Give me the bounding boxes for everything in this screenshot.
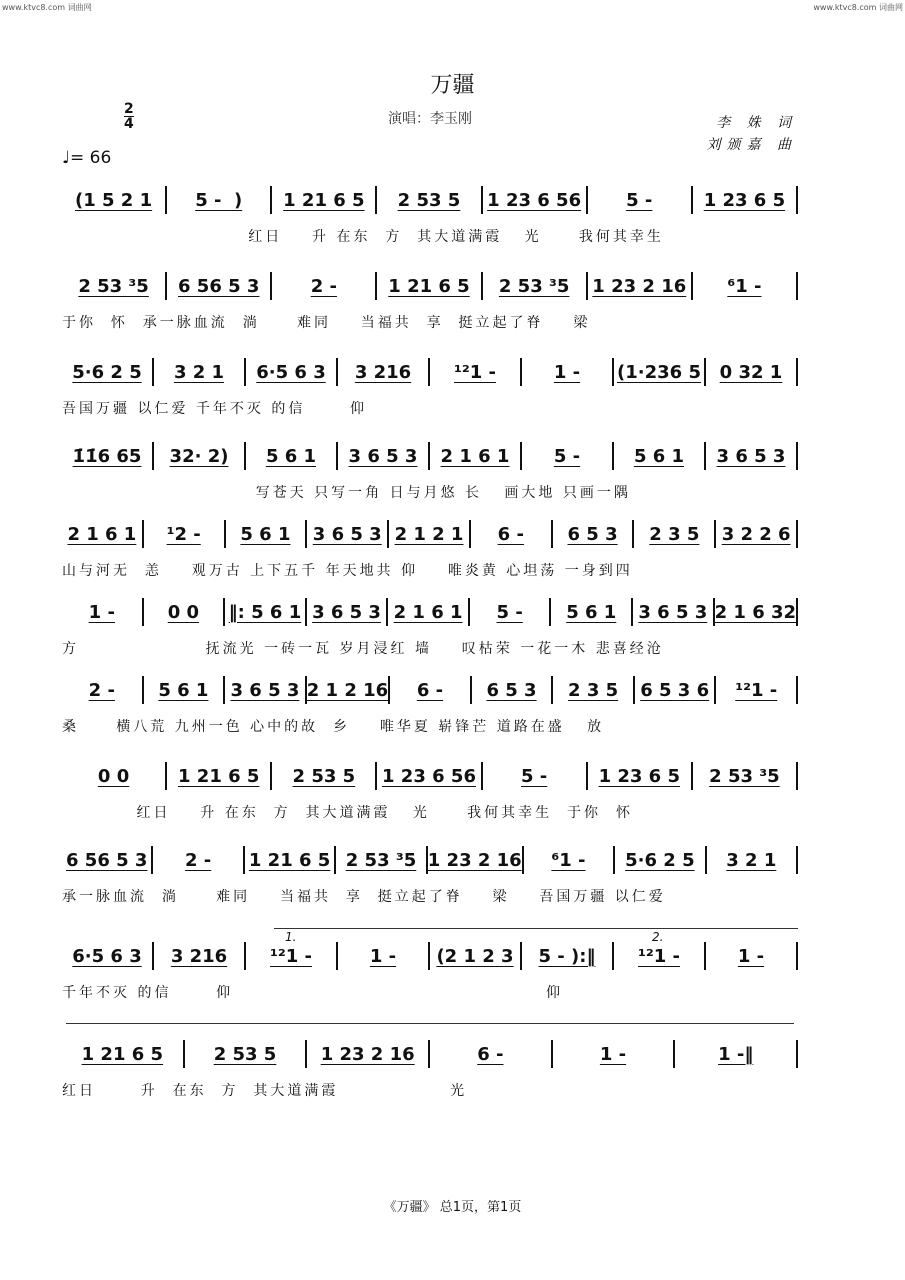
measure: ⁶1 - — [727, 275, 762, 297]
measure: 2 1 2 16 — [306, 679, 389, 701]
measure: 3 216 — [354, 361, 412, 383]
notes-row — [62, 598, 798, 626]
volta-1: 1. — [285, 930, 297, 944]
bar-line — [796, 520, 798, 548]
measure: 2 53 5 — [397, 189, 461, 211]
watermark-right: www.ktvc8.com 词曲网 — [813, 3, 903, 12]
measure: 5 6 1 — [633, 445, 685, 467]
measure: 3 2 1 — [726, 849, 777, 871]
score-line — [62, 598, 798, 658]
measure: 5 6 1 — [158, 679, 209, 701]
measure: (1·236 5 — [617, 361, 701, 383]
lyrics-row: 方 抚流光 一砖一瓦 岁月浸红 墙 叹枯荣 一花一木 悲喜经沧 — [62, 641, 664, 657]
measure: 0 32 1 — [719, 361, 783, 383]
measure: 1 21 6 5 — [388, 275, 470, 297]
score-line — [62, 762, 798, 822]
measure: ⁶1 - — [551, 849, 586, 871]
score-line — [62, 358, 798, 418]
measure: 3 2 2 6 — [721, 523, 791, 545]
watermark-left: www.ktvc8.com 词曲网 — [2, 3, 92, 12]
measure: 1 - — [599, 1043, 627, 1065]
measure: 6·5 6 3 — [72, 945, 142, 967]
measure: 2 - — [310, 275, 337, 297]
volta-bracket — [274, 928, 798, 929]
measure: 5 - — [521, 765, 548, 787]
singer: 演唱：李玉刚 — [388, 111, 472, 127]
time-signature-top: 2 — [124, 101, 134, 117]
bar-line — [796, 762, 798, 790]
measure: 5 6 1 — [265, 445, 317, 467]
measure: 1 23 6 56 — [382, 765, 476, 787]
measure: 2 1 6 1 — [393, 601, 463, 623]
measure: 6 - — [416, 679, 444, 701]
measure: (1 5 2 1 — [75, 189, 153, 211]
lyrics-row: 桑 横八荒 九州一色 心中的故 乡 唯华夏 崭锋芒 道路在盛 放 — [62, 719, 605, 735]
measure: 3 6 5 3 — [638, 601, 708, 623]
measure: (2 1 2 3 — [436, 945, 514, 967]
measure: 2 1 6 1 — [67, 523, 137, 545]
measure: ¹²1 - — [269, 945, 313, 967]
notes-row — [62, 942, 798, 970]
measure: 1̇1̇6 65 — [72, 445, 142, 467]
notes-row — [62, 272, 798, 300]
score-line — [62, 942, 798, 1002]
measure: 5 - — [553, 445, 581, 467]
measure: 6 5 3 6 — [640, 679, 710, 701]
time-signature-bottom: 4 — [124, 116, 134, 132]
notes-row — [62, 762, 798, 790]
bar-line — [796, 598, 798, 626]
notes-row — [62, 676, 798, 704]
measure: 2 - — [185, 849, 212, 871]
notes-row — [62, 358, 798, 386]
measure: 2 53 ³5 — [78, 275, 149, 297]
measure: ¹²1 - — [735, 679, 778, 701]
measure: 1 23 6 5 — [598, 765, 680, 787]
measure: 2 3 5 — [649, 523, 700, 545]
measure: 2 1 6 32 — [714, 601, 797, 623]
measure: 6 5 3 — [486, 679, 537, 701]
measure: 1 23 2 16 — [427, 849, 522, 871]
measure: 2 53 5 — [292, 765, 356, 787]
measure: 1 - — [88, 601, 115, 623]
measure: 6 56 5 3 — [178, 275, 260, 297]
lyrics-row: 写苍天 只写一角 日与月悠 长 画大地 只画一隅 — [62, 485, 631, 501]
measure: 1 21 6 5 — [178, 765, 260, 787]
score-line — [62, 520, 798, 580]
lyricist: 李 姝 词 — [716, 115, 797, 131]
bar-line — [796, 676, 798, 704]
notes-row — [62, 1040, 798, 1068]
measure: 2 53 ³5 — [345, 849, 417, 871]
measure: 3 6 5 3 — [348, 445, 418, 467]
measure: 5 6 1 — [566, 601, 617, 623]
score-line — [62, 272, 798, 332]
measure: 1 23 6 56 — [487, 189, 582, 211]
song-title: 万疆 — [430, 73, 475, 98]
bar-line — [796, 272, 798, 300]
measure: ‖: 5 6 1 — [228, 601, 302, 623]
measure: 1 21 6 5 — [81, 1043, 164, 1065]
measure: 1 - — [737, 945, 765, 967]
measure: 1 - — [369, 945, 397, 967]
measure: 5 - — [496, 601, 523, 623]
lyrics-row: 红日 升 在东 方 其大道满霞 光 我何其幸生 于你 怀 — [62, 805, 633, 821]
notes-row — [62, 520, 798, 548]
measure: 1 -‖ — [718, 1043, 754, 1065]
page-footer: 《万疆》 总1页，第1页 — [383, 1200, 522, 1215]
measure: 5 - — [626, 189, 653, 211]
measure: 2 3 5 — [568, 679, 619, 701]
score-line — [62, 846, 798, 906]
measure: 3 6 5 3 — [230, 679, 300, 701]
lyrics-row: 红日 升 在东 方 其大道满霞 光 我何其幸生 — [62, 229, 664, 245]
measure: 5 - ):‖ — [538, 945, 596, 967]
measure: 0 0 — [97, 765, 130, 787]
measure: 2 1 2 1 — [394, 523, 464, 545]
measure: 2 - — [88, 679, 115, 701]
measure: 3 216 — [170, 945, 228, 967]
notes-row — [62, 186, 798, 214]
lyrics-row: 承一脉血流 淌 难同 当福共 享 挺立起了脊 梁 吾国万疆 以仁爱 — [62, 889, 666, 905]
time-signature — [124, 102, 134, 131]
volta-2: 2. — [652, 930, 664, 944]
measure: 1 23 2 16 — [320, 1043, 415, 1065]
ending-bracket — [66, 1023, 794, 1024]
measure: 1 21 6 5 — [283, 189, 365, 211]
tempo: ♩= 66 — [62, 148, 112, 168]
measure: 6 5 3 — [567, 523, 618, 545]
measure: 3 2 1 — [173, 361, 225, 383]
bar-line — [796, 942, 798, 970]
measure: 1 23 2 16 — [592, 275, 687, 297]
measure: 1 23 6 5 — [703, 189, 786, 211]
score-line — [62, 186, 798, 246]
measure: 5 6 1 — [240, 523, 291, 545]
measure: 6 - — [477, 1043, 504, 1065]
measure: 0 0 — [167, 601, 200, 623]
measure: 5·6 2 5 — [72, 361, 142, 383]
measure: 5·6 2 5 — [625, 849, 695, 871]
measure: 6 - — [497, 523, 524, 545]
bar-line — [796, 1040, 798, 1068]
score-line — [62, 676, 798, 736]
lyrics-row: 千年不灭 的信 仰 仰 — [62, 985, 564, 1001]
lyrics-row: 红日 升 在东 方 其大道满霞 光 — [62, 1083, 468, 1099]
measure: 3 6 5 3 — [312, 523, 382, 545]
notes-row — [62, 846, 798, 874]
measure: 6·5 6 3 — [256, 361, 326, 383]
measure: 3 6 5 3 — [312, 601, 381, 623]
lyrics-row: 吾国万疆 以仁爱 千年不灭 的信 仰 — [62, 401, 368, 417]
measure: ¹²1 - — [637, 945, 681, 967]
measure: 1 21 6 5 — [248, 849, 331, 871]
lyrics-row: 于你 怀 承一脉血流 淌 难同 当福共 享 挺立起了脊 梁 — [62, 315, 591, 331]
composer: 刘颁嘉 曲 — [706, 137, 797, 153]
notes-row — [62, 442, 798, 470]
measure: 1 - — [553, 361, 581, 383]
score-line — [62, 1040, 798, 1100]
score-line — [62, 442, 798, 502]
measure: 2 53 5 — [213, 1043, 277, 1065]
bar-line — [796, 846, 798, 874]
measure: 32· 2) — [169, 445, 229, 467]
measure: 6 56 5 3 — [66, 849, 148, 871]
measure: 5 - ) — [195, 189, 243, 211]
bar-line — [796, 358, 798, 386]
measure: 3 6 5 3 — [716, 445, 786, 467]
measure: 2 1 6 1 — [440, 445, 510, 467]
measure: 2 53 ³5 — [498, 275, 570, 297]
lyrics-row: 山与河无 恙 观万古 上下五千 年天地共 仰 唯炎黄 心坦荡 一身到四 — [62, 563, 633, 579]
bar-line — [796, 442, 798, 470]
measure: ¹²1 - — [453, 361, 497, 383]
bar-line — [796, 186, 798, 214]
measure: 2 53 ³5 — [709, 765, 780, 787]
measure: ¹2 - — [166, 523, 201, 545]
